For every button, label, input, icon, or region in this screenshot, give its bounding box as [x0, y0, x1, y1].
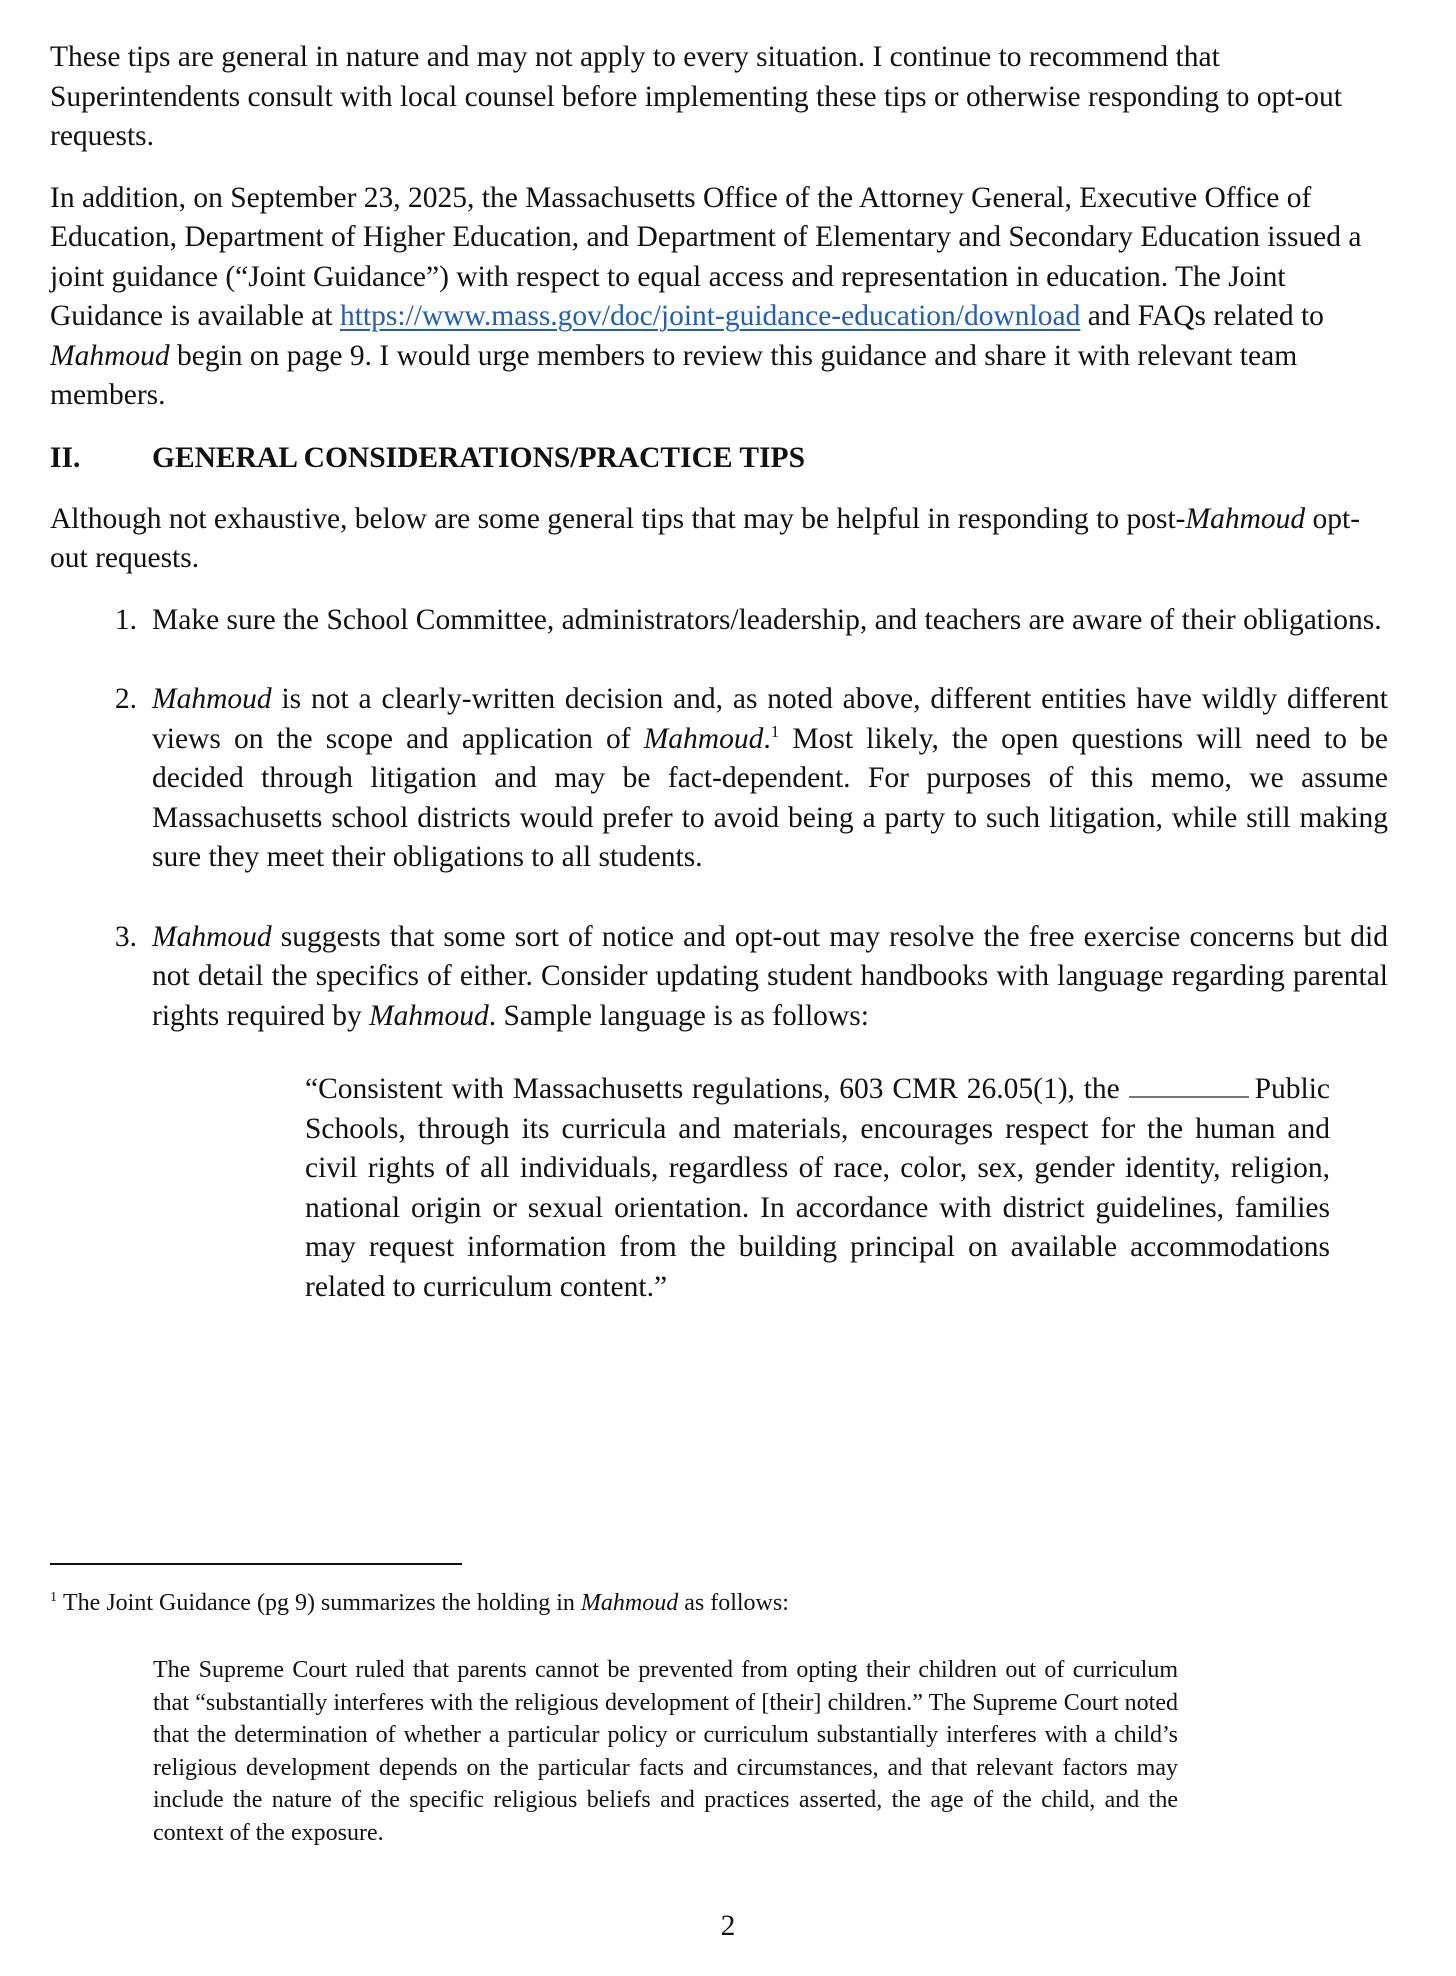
practice-tip-body — [152, 918, 1388, 1308]
intro-paragraph: These tips are general in nature and may not apply to every situation. I continue to recommend that Superintendents consult with local counsel before implementing these tips or otherwise responding to opt-out requests. — [50, 41, 1343, 152]
section-intro-text-end: opt-out requests. — [50, 502, 1361, 574]
footnote — [50, 1587, 1388, 1619]
page-number: 2 — [720, 1910, 736, 1942]
joint-guidance-paragraph — [50, 179, 1388, 416]
joint-guidance-link[interactable]: https://www.mass.gov/doc/joint-guidance-education/download — [339, 300, 1081, 332]
footnote-intro: The Joint Guidance (pg 9) summarizes the holding in — [63, 1590, 581, 1616]
case-name-italic: Mahmoud — [580, 1590, 679, 1616]
footnote-intro-end: as follows: — [678, 1590, 789, 1616]
guidance-text-end: begin on page 9. I would urge members to review this guidance and share it with relevant team members. — [50, 339, 1298, 411]
footnote-number: 1 — [50, 1590, 57, 1605]
list-marker: 1. — [114, 603, 137, 636]
sample-language-quote — [305, 1070, 1330, 1307]
case-name-italic: Mahmoud — [1185, 502, 1306, 535]
practice-tip-item — [50, 918, 1388, 1308]
section-heading — [50, 438, 1388, 478]
footnote-block-quote: The Supreme Court ruled that parents cannot be prevented from opting their children out of curriculum that “substantially interferes with the religious development of [their] children.” The Supreme Court noted that the determination of whether a particular policy or curriculum substantially interferes with a child’s religious development depends on the particular facts and circumstances, and that relevant factors may include the nature of the specific religious beliefs and practices asserted, the age of the child, and the context of the exposure. — [153, 1657, 1178, 1846]
list-marker: 3. — [114, 920, 137, 953]
case-name-italic: Mahmoud — [369, 999, 489, 1032]
practice-tip-item — [50, 601, 1388, 641]
text-segment: is not a clearly-written decision and, as noted above, different entities have wildly different views on the scope and application of — [152, 683, 1388, 755]
text-segment: Make sure the School Committee, administrators/leadership, and teachers are aware of their obligations. — [152, 603, 1382, 636]
district-name-blank — [1129, 1072, 1249, 1098]
text-segment: suggests that some sort of notice and opt-out may resolve the free exercise concerns but did not detail the specifics of either. Consider updating student handbooks with language regarding parental rights required by — [152, 920, 1388, 1032]
practice-tip-text — [152, 680, 1388, 878]
text-segment: Most likely, the open questions will need to be decided through litigation and may be fact-dependent. For purposes of this memo, we assume Massachusetts school districts would prefer to avoid being a party to such litigation, while still making sure they meet their obligations to all students. — [152, 722, 1388, 873]
section-intro-paragraph — [50, 500, 1388, 579]
guidance-text-after-link: and FAQs related to — [1080, 300, 1324, 332]
case-name-italic: Mahmoud — [643, 722, 764, 755]
practice-tips-list — [50, 601, 1388, 1308]
practice-tip-body — [152, 601, 1388, 641]
case-name-italic: Mahmoud — [152, 683, 272, 715]
case-name-italic: Mahmoud — [152, 920, 272, 953]
text-segment: . Sample language is as follows: — [488, 999, 869, 1032]
sample-language-first-line: “Consistent with Massachusetts regulations, 603 CMR 26.05(1), the — [305, 1073, 1120, 1105]
footnote-separator — [50, 1563, 462, 1565]
document-page — [50, 38, 1388, 1307]
list-marker: 2. — [114, 683, 137, 715]
section-intro-text: Although not exhaustive, below are some general tips that may be helpful in responding to post- — [50, 502, 1186, 535]
sample-language-text: Public Schools, through its curricula and materials, encourages respect for the human and civil rights of all individuals, regardless of race, color, sex, gender identity, religion, national origin or sexual orientation. In accordance with district guidelines, families may request information from the building principal on available accommodations related to curriculum content.” — [305, 1073, 1331, 1303]
case-name-italic: Mahmoud — [50, 339, 170, 372]
practice-tip-text — [152, 601, 1388, 641]
section-title: GENERAL CONSIDERATIONS/PRACTICE TIPS — [152, 441, 805, 474]
footnote-reference[interactable]: 1 — [770, 721, 780, 741]
practice-tip-item — [50, 680, 1388, 878]
practice-tip-text — [152, 918, 1388, 1037]
guidance-text-before-link: In addition, on September 23, 2025, the Massachusetts Office of the Attorney General, Executive Office of Education, Department of Higher Education, and Department of Elementary and Secondary Education issued a joint guidance (“Joint Guidance”) with respect to equal access and representation in education. The Joint Guidance is available at — [50, 181, 1362, 332]
section-number: II. — [50, 441, 81, 474]
text-segment: . — [763, 722, 771, 755]
practice-tip-body — [152, 680, 1388, 878]
